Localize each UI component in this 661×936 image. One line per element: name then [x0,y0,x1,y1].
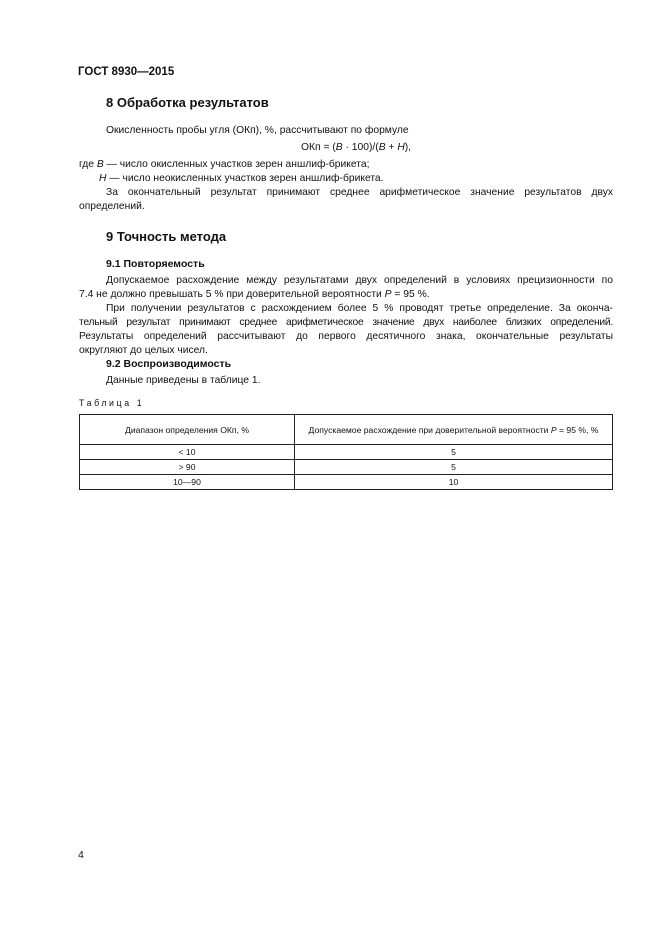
table-header-tolerance: Допускаемое расхождение при доверительной вероятности Р = 95 %, % [295,415,613,445]
paragraph-9-1b-line-1: При получении результатов с расхождением более 5 % проводят третье определение. За оконча- [106,303,613,314]
table-row [80,460,613,475]
table-row [80,445,613,460]
section-8-final-line-2: определений. [79,201,145,212]
subsection-9-2-text: Данные приведены в таблице 1. [106,375,261,386]
section-8-intro: Окисленность пробы угля (ОКп), %, рассчитывают по формуле [106,125,409,136]
formula: ОКп = (В · 100)/(В + Н), [301,142,412,153]
subsection-9-1-title: 9.1 Повторяемость [106,258,205,270]
document-code: ГОСТ 8930—2015 [78,66,175,78]
section-9-title: 9 Точность метода [106,229,227,244]
paragraph-9-1b-line-3: Результаты определений рассчитывают до первого десятичного знака, окончательные результаты [79,331,613,342]
table-cell-value: 5 [295,460,613,475]
paragraph-9-1b-line-2: тельный результат принимают среднее арифметическое значение двух наиболее близких определений. [79,317,613,328]
section-8-title: 8 Обработка результатов [106,95,269,110]
table-cell-range: 10—90 [80,475,295,490]
table-row [80,475,613,490]
table-cell-range: > 90 [80,460,295,475]
where-line-2: Н — число неокисленных участков зерен аншлиф-брикета. [99,173,384,184]
where-line-1: где В — число окисленных участков зерен аншлиф-брикета; [79,159,370,170]
table-cell-range: < 10 [80,445,295,460]
section-8-final-line-1: За окончательный результат принимают среднее арифметическое значение результатов двух [106,187,613,198]
paragraph-9-1-line-2: 7.4 не должно превышать 5 % при доверительной вероятности Р = 95 %. [79,289,430,300]
paragraph-9-1-line-1: Допускаемое расхождение между результатами двух определений в условиях прецизионности по [106,275,613,286]
table-header-range: Диапазон определения ОКп, % [80,415,295,445]
table-caption: Таблица 1 [79,398,145,408]
subsection-9-2-title: 9.2 Воспроизводимость [106,358,232,370]
paragraph-9-1b-line-4: округляют до целых чисел. [79,345,208,356]
table-cell-value: 10 [295,475,613,490]
table-cell-value: 5 [295,445,613,460]
results-table [79,414,613,490]
page-number: 4 [78,849,84,861]
